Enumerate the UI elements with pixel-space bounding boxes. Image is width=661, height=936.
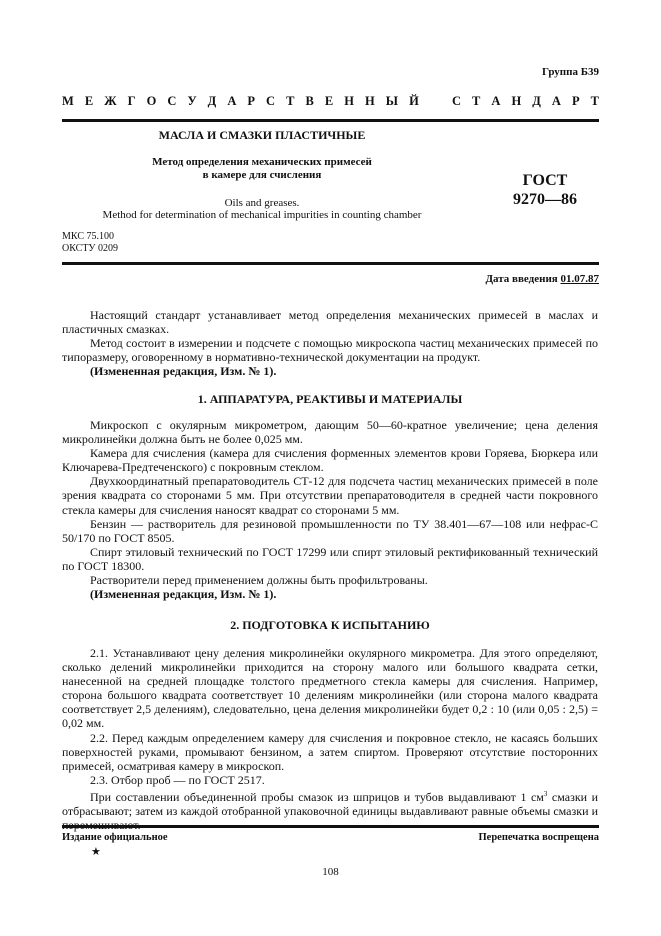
- paragraph: 2.2. Перед каждым определением камеру для счисления и покровное стекло, не касаясь больших поверхностей руками, промывают бензином, а затем спиртом. Проверяют отсутствие посторонних примесей, осматривая камеру в микроскоп.: [62, 730, 598, 773]
- subtitle-line: в камере для счисления: [202, 169, 322, 181]
- amendment-note: (Измененная редакция, Изм. № 1).: [90, 364, 277, 379]
- paragraph: 2.1. Устанавливают цену деления микролинейки окулярного микрометра. Для этого определяют, сколько делений микролинейки приходится на сторону малого или большого квадрата сетки, нанесенной на средней площадке толстого предметного стекла камеры для счисления. Например, сторона большого квадрата соответствует 10 делениям микролинейки (или сторона малого квадрата соответствует 2,5 делениям), следовательно, цена деления микролинейки будет 0,2 : 10 (или 0,05 : 2,5) = 0,02 мм.: [62, 646, 598, 731]
- section-2: [62, 646, 598, 832]
- section-2-heading: 2. ПОДГОТОВКА К ИСПЫТАНИЮ: [230, 618, 430, 632]
- star-icon: ★: [91, 846, 101, 858]
- reprint-prohibited: Перепечатка воспрещена: [478, 832, 599, 843]
- gost-number-block: [500, 171, 590, 209]
- paragraph: Настоящий стандарт устанавливает метод определения механических примесей в маслах и пластичных смазках.: [62, 308, 598, 337]
- effective-date: [485, 273, 599, 285]
- date-label: Дата введения: [485, 273, 558, 285]
- amendment-note: (Измененная редакция, Изм. № 1).: [90, 587, 277, 602]
- okstu-code: ОКСТУ 0209: [62, 243, 119, 254]
- header-rule: [62, 262, 599, 265]
- english-line: Method for determination of mechanical impurities in counting chamber: [102, 209, 422, 221]
- gost-number: 9270—86: [513, 191, 577, 208]
- classification-codes: [62, 231, 118, 255]
- page-number: 108: [322, 866, 339, 878]
- section-1: [62, 418, 598, 601]
- paragraph-text: смазки и отбрасывают; затем из каждой отобранной упаковочной единицы выдавливают равные объемы смазки и: [62, 789, 599, 819]
- paragraph: Микроскоп с окулярным микрометром, дающим 50—60-кратное увеличение; цена деления микролинейки должна быть не более 0,025 мм.: [62, 418, 598, 447]
- paragraph: Камера для счисления (камера для счисления форменных элементов крови Горяева, Бюркера или Ключарева-Предтеченского) с покровным стеклом.: [62, 446, 598, 475]
- mks-code: МКС 75.100: [62, 231, 114, 242]
- doc-title: МАСЛА И СМАЗКИ ПЛАСТИЧНЫЕ: [158, 128, 366, 142]
- superscript: 3: [543, 789, 548, 798]
- top-rule: [62, 119, 599, 122]
- paragraph: Двухкоординатный препаратоводитель СТ-12 для подсчета частиц механических примесей в поле зрения квадрата со сторонами 5 мм. При отсутствии препаратоводителя в средней части покровного стекла камеры для счисления наносят квадрат со сторонами 5 мм.: [62, 474, 598, 517]
- subtitle-line: Метод определения механических примесей: [152, 156, 372, 168]
- paragraph: 2.3. Отбор проб — по ГОСТ 2517.: [90, 772, 265, 787]
- paragraph-text: При составлении объединенной пробы смазок из шприцов и тубов выдавливают 1 см: [90, 789, 544, 804]
- paragraph: Метод состоит в измерении и подсчете с помощью микроскопа частиц механических примесей по типоразмеру, оговоренному в нормативно-технической документации на продукт.: [62, 336, 598, 365]
- paragraph: Спирт этиловый технический по ГОСТ 17299 или спирт этиловый ректификованный технический по ГОСТ 18300.: [62, 544, 598, 573]
- group-code: Группа Б39: [542, 66, 599, 78]
- standard-banner: М Е Ж Г О С У Д А Р С Т В Е Н Н Ы Й С Т А Н Д А Р Т: [62, 94, 599, 108]
- english-title: [62, 197, 462, 221]
- intro-section: [62, 308, 598, 378]
- doc-subtitle: [62, 156, 462, 182]
- footer-rule: [62, 825, 599, 828]
- official-edition: Издание официальное: [62, 832, 168, 843]
- gost-label: ГОСТ: [522, 172, 568, 189]
- section-1-heading: 1. АППАРАТУРА, РЕАКТИВЫ И МАТЕРИАЛЫ: [197, 392, 463, 406]
- date-value: 01.07.87: [560, 273, 599, 285]
- paragraph: Растворители перед применением должны быть профильтрованы.: [90, 573, 428, 588]
- english-line: Oils and greases.: [224, 197, 300, 209]
- paragraph: Бензин — растворитель для резиновой промышленности по ТУ 38.401—67—108 или нефрас-С 50/170 по ГОСТ 8505.: [62, 516, 598, 545]
